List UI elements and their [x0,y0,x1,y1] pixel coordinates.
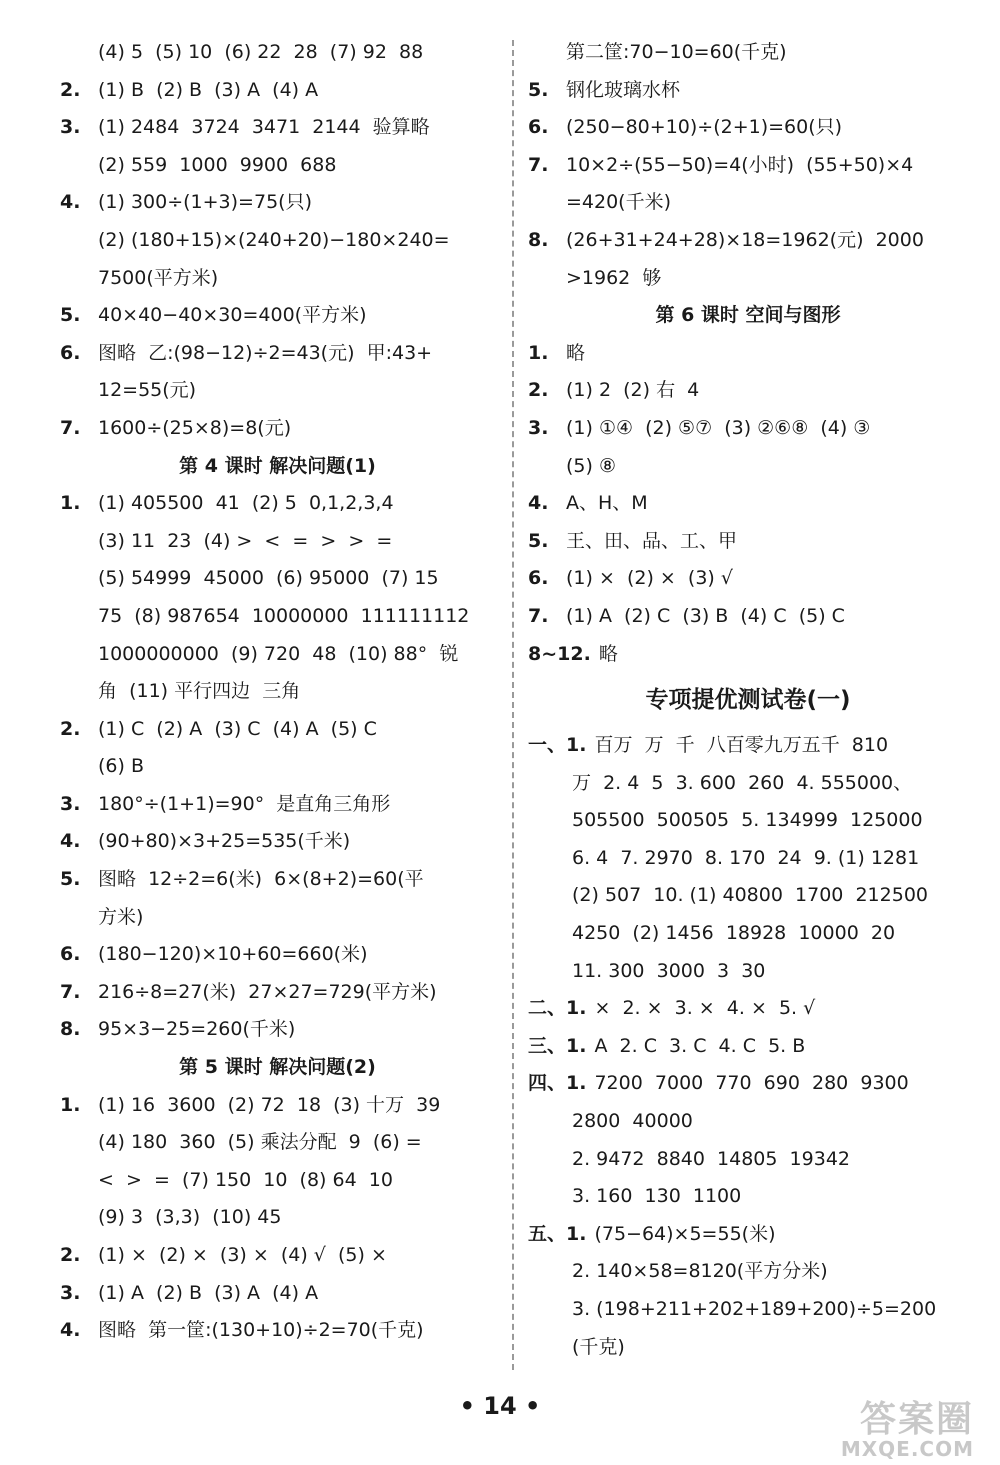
answer-line [528,727,968,765]
answer-text: 略 [566,341,586,364]
answer-line [60,297,495,335]
answer-line [528,372,968,410]
answer-text: 王、田、品、工、甲 [566,529,738,552]
answer-text: 12=55(元) [98,379,197,402]
watermark-logo [784,1399,974,1461]
answer-text: (1) × (2) × (3) × (4) √ (5) × [98,1244,387,1266]
answer-line [60,147,495,185]
question-number: 二、1. [528,997,587,1020]
answer-line [60,636,495,674]
answer-text: (3) 11 23 (4) > < = > > = [98,529,393,552]
answer-line [60,410,495,448]
lesson-5-answers [60,1087,495,1350]
answer-text: 百万 万 千 八百零九万五千 810 [594,734,889,757]
answer-line [60,260,495,298]
question-number: 8. [528,228,549,251]
answer-line [528,335,968,373]
answer-line [528,34,968,72]
answer-text: 10×2÷(55−50)=4(小时) (55+50)×4 [566,153,914,176]
answer-line [60,335,495,373]
answer-line [528,877,968,915]
answer-text: 95×3−25=260(千米) [98,1018,296,1041]
lesson-4-answers [60,485,495,1049]
answer-text: (1) 300÷(1+3)=75(只) [98,191,312,214]
answer-line [60,861,495,899]
answer-text: =420(千米) [566,191,672,214]
answer-text: (2) 507 10. (1) 40800 1700 212500 [572,884,928,907]
answer-line [60,560,495,598]
answer-text: 6. 4 7. 2970 8. 170 24 9. (1) 1281 [572,846,920,869]
answer-text: (4) 180 360 (5) 乘法分配 9 (6) = [98,1131,422,1154]
answer-text: 75 (8) 987654 10000000 111111112 [98,604,470,627]
answer-line [60,1087,495,1125]
answer-text: 图略 12÷2=6(米) 6×(8+2)=60(平 [98,868,424,891]
question-number: 1. [60,1093,81,1116]
question-number: 4. [60,1319,81,1342]
question-number: 一、1. [528,734,587,757]
answer-line [528,147,968,185]
answer-line [528,765,968,803]
question-number: 1. [528,341,549,364]
question-number: 3. [60,116,81,139]
question-number: 5. [60,868,81,891]
answer-text: (1) B (2) B (3) A (4) A [98,78,319,101]
column-divider [512,40,514,1370]
answer-line [528,1291,968,1329]
answer-line [60,1162,495,1200]
answer-line [60,184,495,222]
section-heading-lesson-6: 第 6 课时 空间与图形 [655,304,841,327]
answer-text: (9) 3 (3,3) (10) 45 [98,1206,282,1229]
answer-text: 1600÷(25×8)=8(元) [98,416,292,439]
answer-line [528,598,968,636]
answer-line [528,260,968,298]
answer-line [528,802,968,840]
question-number: 5. [60,304,81,327]
answer-text: 第二筐:70−10=60(千克) [566,41,787,63]
answer-line [60,899,495,937]
answer-line [60,1237,495,1275]
answer-text: 1000000000 (9) 720 48 (10) 88° 锐 [98,642,459,665]
answer-text: (1) × (2) × (3) √ [566,567,733,590]
answer-text: (2) 559 1000 9900 688 [98,153,337,176]
answer-text: < > = (7) 150 10 (8) 64 10 [98,1168,393,1191]
question-number: 7. [60,416,81,439]
watermark-title: 答案圈 [859,1399,974,1440]
answer-line [60,1199,495,1237]
answer-line [528,184,968,222]
watermark-url: MXQE.COM [840,1437,974,1461]
answer-text: (75−64)×5=55(米) [594,1222,776,1245]
answer-text: 11. 300 3000 3 30 [572,959,766,982]
question-number: 8~12. [528,642,591,665]
answer-line [528,1253,968,1291]
question-number: 2. [60,717,81,740]
answer-text: A 2. C 3. C 4. C 5. B [594,1034,806,1057]
question-number: 4. [528,492,549,515]
answer-line [528,485,968,523]
answer-line [528,1329,968,1367]
answer-line [528,1141,968,1179]
question-number: 6. [528,116,549,139]
answer-text: 3. (198+211+202+189+200)÷5=200 [572,1298,937,1320]
question-number: 7. [60,980,81,1003]
answer-line [528,560,968,598]
answer-line [60,786,495,824]
answer-line [60,523,495,561]
answer-line [60,673,495,711]
question-number: 2. [60,1244,81,1266]
answer-text: × 2. × 3. × 4. × 5. √ [594,997,816,1020]
answer-text: 40×40−40×30=400(平方米) [98,304,367,327]
left-answers-block [60,34,495,448]
answer-line [60,748,495,786]
question-number: 6. [60,341,81,364]
answer-text: 7200 7000 770 690 280 9300 [594,1072,909,1095]
question-number: 3. [60,1281,81,1304]
answer-line [60,1312,495,1350]
section-heading-lesson-5: 第 5 课时 解决问题(2) [179,1056,376,1079]
page-number: • 14 • [459,1392,541,1420]
answer-text: 角 (11) 平行四边 三角 [98,680,301,703]
answer-text: 略 [598,642,618,665]
answer-text: (1) A (2) C (3) B (4) C (5) C [566,604,845,627]
answer-text: A、H、M [566,492,648,515]
answer-text: 2800 40000 [572,1110,693,1133]
answer-line [60,974,495,1012]
answer-line [60,823,495,861]
answer-text: 505500 500505 5. 134999 125000 [572,809,923,832]
answer-text: (1) 405500 41 (2) 5 0,1,2,3,4 [98,492,394,515]
answer-text: 2. 140×58=8120(平方分米) [572,1260,828,1283]
question-number: 5. [528,529,549,552]
answer-line [60,598,495,636]
answer-line [528,448,968,486]
answer-line [528,222,968,260]
answer-line [60,72,495,110]
answer-line [60,711,495,749]
answer-text: 万 2. 4 5 3. 600 260 4. 555000、 [572,771,913,794]
answer-text: 方米) [98,905,144,928]
answer-text: (1) 2 (2) 右 4 [566,379,700,402]
question-number: 6. [60,943,81,966]
answer-text: (千克) [572,1335,625,1358]
question-number: 6. [528,567,549,590]
answer-line [60,109,495,147]
answer-line [60,485,495,523]
answer-line [60,1124,495,1162]
answer-line [528,1216,968,1254]
answer-line [528,990,968,1028]
answer-text: (1) A (2) B (3) A (4) A [98,1281,319,1304]
answer-text: (1) ①④ (2) ⑤⑦ (3) ②⑥⑧ (4) ③ [566,416,871,439]
answer-text: (90+80)×3+25=535(千米) [98,830,351,853]
answer-text: 4250 (2) 1456 18928 10000 20 [572,922,896,945]
question-number: 四、1. [528,1072,587,1095]
answer-text: (6) B [98,755,144,778]
answer-text: 图略 第一筐:(130+10)÷2=70(千克) [98,1319,424,1342]
left-column [60,34,495,1350]
answer-line [528,109,968,147]
question-number: 3. [528,416,549,439]
question-number: 4. [60,191,81,214]
answer-text: 图略 乙:(98−12)÷2=43(元) 甲:43+ [98,341,433,364]
answer-text: (1) 16 3600 (2) 72 18 (3) 十万 39 [98,1093,441,1116]
answer-text: (1) 2484 3724 3471 2144 验算略 [98,116,430,139]
answer-line [528,953,968,991]
answer-text: 2. 9472 8840 14805 19342 [572,1147,850,1170]
question-number: 3. [60,792,81,815]
question-number: 2. [60,78,81,101]
question-number: 五、1. [528,1222,587,1245]
right-answers-block [528,34,968,297]
question-number: 7. [528,153,549,176]
right-column [528,34,968,1366]
answer-text: 7500(平方米) [98,266,219,289]
answer-line [528,1178,968,1216]
question-number: 4. [60,830,81,853]
answer-line [60,34,495,72]
answer-text: (250−80+10)÷(2+1)=60(只) [566,116,843,139]
answer-line [528,840,968,878]
test-paper-answers [528,727,968,1366]
answer-line [528,72,968,110]
question-number: 7. [528,604,549,627]
answer-text: 钢化玻璃水杯 [566,78,681,101]
answer-line [528,915,968,953]
section-heading-lesson-4: 第 4 课时 解决问题(1) [179,454,376,477]
answer-text: (4) 5 (5) 10 (6) 22 28 (7) 92 88 [98,41,424,63]
answer-line [528,1065,968,1103]
answer-text: (26+31+24+28)×18=1962(元) 2000 [566,228,924,251]
lesson-6-answers [528,335,968,673]
answer-line [60,1011,495,1049]
answer-text: >1962 够 [566,266,662,289]
answer-text: (5) 54999 45000 (6) 95000 (7) 15 [98,567,439,590]
answer-line [60,372,495,410]
answer-text: 180°÷(1+1)=90° 是直角三角形 [98,792,391,815]
answer-line [60,936,495,974]
question-number: 5. [528,78,549,101]
question-number: 8. [60,1018,81,1041]
question-number: 三、1. [528,1034,587,1057]
answer-text: (2) (180+15)×(240+20)−180×240= [98,228,450,251]
question-number: 2. [528,379,549,402]
question-number: 1. [60,492,81,515]
answer-line [528,523,968,561]
answer-text: 3. 160 130 1100 [572,1185,742,1208]
section-heading-test-paper: 专项提优测试卷(一) [645,687,851,714]
answer-line [528,410,968,448]
answer-line [60,222,495,260]
answer-text: (1) C (2) A (3) C (4) A (5) C [98,717,377,740]
answer-line [528,1103,968,1141]
answer-text: (180−120)×10+60=660(米) [98,943,368,966]
answer-line [528,636,968,674]
answer-line [60,1275,495,1313]
answer-text: 216÷8=27(米) 27×27=729(平方米) [98,980,437,1003]
answer-text: (5) ⑧ [566,454,616,477]
answer-line [528,1028,968,1066]
